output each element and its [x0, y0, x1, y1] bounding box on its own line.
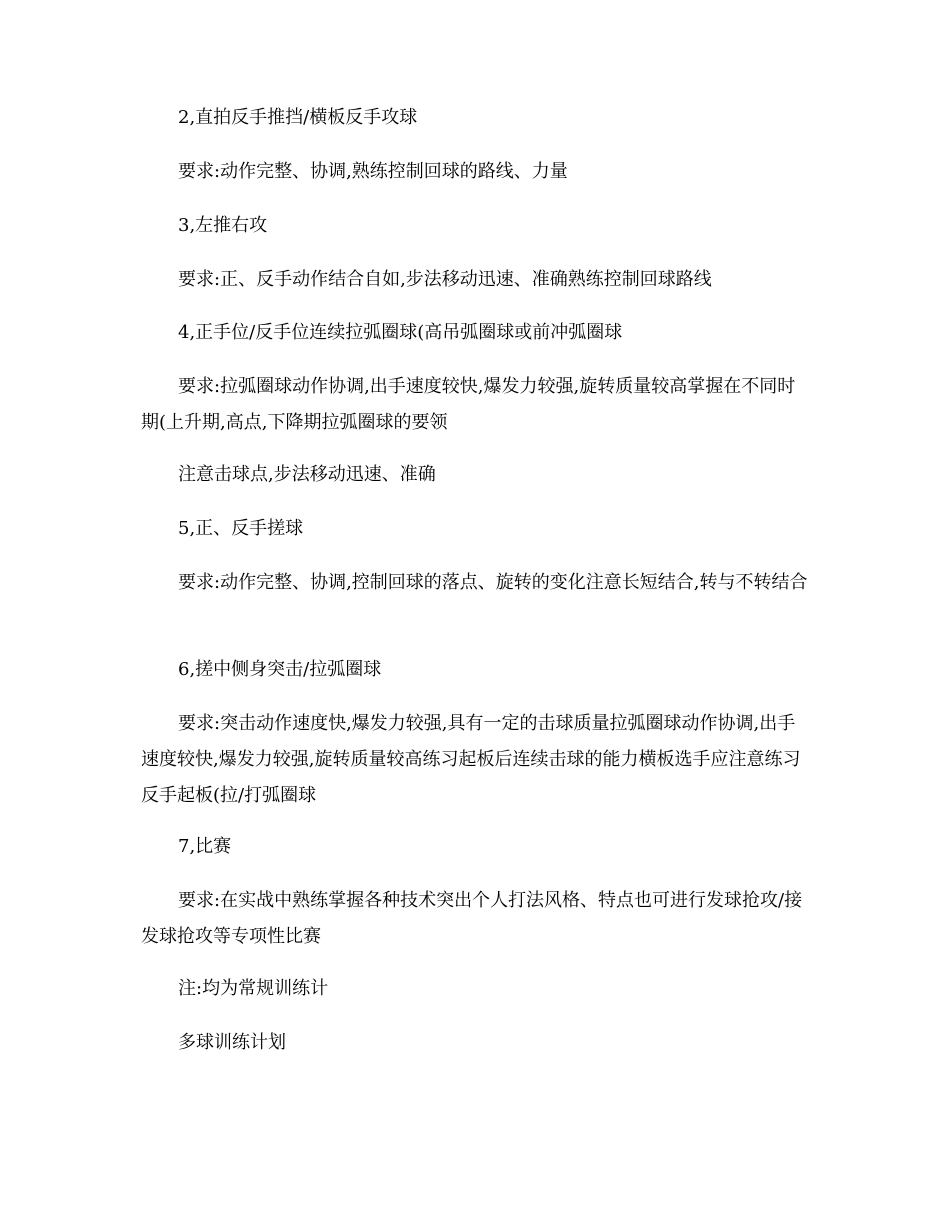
requirement-loop-drive: 要求:拉弧圈球动作协调,出手速度较快,爆发力较强,旋转质量较高掌握在不同时期(上升期,高点,下降期拉弧圈球的要领: [141, 376, 796, 433]
requirement-backhand-push: 要求:动作完整、协调,熟练控制回球的路线、力量: [178, 161, 568, 182]
section-heading-loop-drive: 4,正手位/反手位连续拉弧圈球(高吊弧圈球或前冲弧圈球: [178, 322, 623, 343]
note-regular-training: 注:均为常规训练计: [178, 978, 329, 999]
section-heading-left-push-right-attack: 3,左推右攻: [178, 215, 268, 236]
note-hitting-point: 注意击球点,步法移动迅速、准确: [178, 464, 436, 485]
multi-ball-training-plan: 多球训练计划: [178, 1032, 286, 1053]
section-heading-side-attack: 6,搓中侧身突击/拉弧圈球: [178, 659, 382, 680]
section-heading-backhand-push: 2,直拍反手推挡/横板反手攻球: [178, 107, 418, 128]
requirement-side-attack: 要求:突击动作速度快,爆发力较强,具有一定的击球质量拉弧圈球动作协调,出手速度较快,爆发力较强,旋转质量较高练习起板后连续击球的能力横板选手应注意练习反手起板(拉/打弧圈球: [141, 713, 801, 806]
requirement-match: 要求:在实战中熟练掌握各种技术突出个人打法风格、特点也可进行发球抢攻/接发球抢攻等专项性比赛: [141, 890, 803, 947]
section-heading-chop: 5,正、反手搓球: [178, 518, 304, 539]
requirement-left-push-right-attack: 要求:正、反手动作结合自如,步法移动迅速、准确熟练控制回球路线: [178, 269, 712, 290]
requirement-chop: 要求:动作完整、协调,控制回球的落点、旋转的变化注意长短结合,转与不转结合: [178, 572, 808, 593]
section-heading-match: 7,比赛: [178, 836, 232, 857]
